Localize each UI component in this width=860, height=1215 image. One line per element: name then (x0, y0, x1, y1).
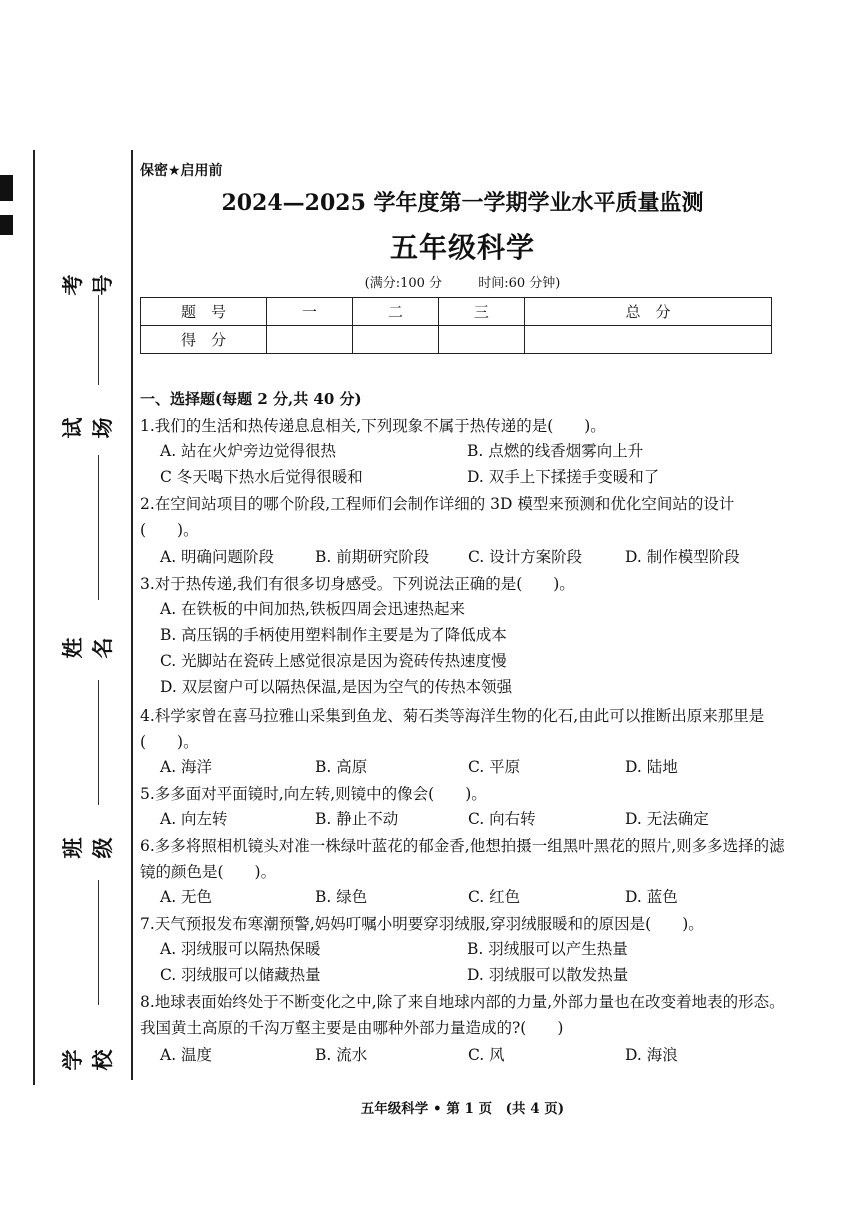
question-options (160, 963, 790, 989)
side-label-exam-room: 试场 (61, 417, 115, 439)
page-footer: 五年级科学 • 第 1 页 (共 4 页) (360, 1101, 565, 1117)
registration-mark (0, 215, 13, 235)
option: C. 向右转 (468, 810, 536, 828)
question-options (160, 439, 790, 465)
option: A. 站在火炉旁边觉得很热 (160, 442, 337, 460)
question-stem: 5.多多面对平面镜时,向左转,则镜中的像会( )。 (140, 785, 487, 803)
question-options (160, 885, 790, 911)
score-table-cell: 得 分 (141, 326, 267, 354)
exam-meta (140, 272, 785, 291)
question-options (160, 675, 790, 701)
option: D. 双层窗户可以隔热保温,是因为空气的传热本领强 (160, 678, 513, 696)
option: B. 静止不动 (315, 810, 399, 828)
side-field-line (98, 295, 99, 385)
section-title: 一、选择题(每题 2 分,共 40 分) (140, 390, 362, 408)
score-table-cell: 一 (267, 298, 353, 326)
option: C. 红色 (468, 888, 521, 906)
option: A. 羽绒服可以隔热保暖 (160, 940, 321, 958)
option: B. 高压锅的手柄使用塑料制作主要是为了降低成本 (160, 626, 507, 644)
option: B. 点燃的线香烟雾向上升 (467, 442, 644, 460)
question-options (160, 807, 790, 833)
option: C. 羽绒服可以储藏热量 (160, 966, 321, 984)
side-label-exam-number: 考号 (61, 274, 115, 296)
option: A. 温度 (160, 1046, 213, 1064)
option: C. 光脚站在瓷砖上感觉很凉是因为瓷砖传热速度慢 (160, 652, 507, 670)
option: D. 羽绒服可以散发热量 (467, 966, 629, 984)
question-options (160, 545, 790, 571)
option: A. 无色 (160, 888, 213, 906)
question-stem: 8.地球表面始终处于不断变化之中,除了来自地球内部的力量,外部力量也在改变着地表的形态。我国黄土高原的千沟万壑主要是由哪种外部力量造成的?( ) (140, 993, 785, 1037)
option: B. 流水 (315, 1046, 368, 1064)
question-options (160, 623, 790, 649)
question-stem: 1.我们的生活和热传递息息相关,下列现象不属于热传递的是( )。 (140, 417, 606, 435)
confidential-label: 保密★启用前 (140, 163, 223, 179)
binding-line (131, 150, 133, 1080)
question-options (160, 937, 790, 963)
exam-subject: 五年级科学 (389, 231, 535, 264)
score-input-cell[interactable] (524, 326, 771, 354)
full-score: (满分:100 分 (364, 276, 443, 291)
binding-line (33, 150, 35, 1085)
score-table (140, 297, 772, 354)
question-options (160, 649, 790, 675)
score-input-cell[interactable] (267, 326, 353, 354)
option: D. 陆地 (625, 758, 678, 776)
question-options (160, 597, 790, 623)
question-stem: 2.在空间站项目的哪个阶段,工程师们会制作详细的 3D 模型来预测和优化空间站的设计( )。 (140, 495, 735, 539)
side-label-class: 班级 (61, 837, 115, 859)
option: C 冬天喝下热水后觉得很暖和 (160, 468, 363, 486)
score-table-cell: 题 号 (141, 298, 267, 326)
score-table-cell: 总 分 (524, 298, 771, 326)
option: C. 平原 (468, 758, 521, 776)
side-label-school: 学校 (61, 1049, 115, 1071)
option: D. 海浪 (625, 1046, 678, 1064)
option: B. 前期研究阶段 (315, 548, 430, 566)
option: D. 无法确定 (625, 810, 709, 828)
option: B. 绿色 (315, 888, 368, 906)
option: C. 设计方案阶段 (468, 548, 583, 566)
question-options (160, 465, 790, 491)
side-field-line (98, 455, 99, 600)
question-stem: 6.多多将照相机镜头对准一株绿叶蓝花的郁金香,他想拍摄一组黑叶黑花的照片,则多多选择的滤镜的颜色是( )。 (140, 837, 785, 881)
score-table-header-row (141, 298, 772, 326)
exam-time: 时间:60 分钟) (478, 276, 561, 291)
option: D. 制作模型阶段 (625, 548, 740, 566)
question-stem: 4.科学家曾在喜马拉雅山采集到鱼龙、菊石类等海洋生物的化石,由此可以推断出原来那里是( )。 (140, 707, 765, 751)
score-input-cell[interactable] (352, 326, 438, 354)
question-options (160, 1043, 790, 1069)
option: A. 向左转 (160, 810, 228, 828)
question-stem: 3.对于热传递,我们有很多切身感受。下列说法正确的是( )。 (140, 575, 575, 593)
exam-title: 2024—2025 学年度第一学期学业水平质量监测 (221, 190, 704, 216)
score-table-cell: 二 (352, 298, 438, 326)
option: C. 风 (468, 1046, 505, 1064)
side-field-line (98, 880, 99, 1005)
side-label-name: 姓名 (61, 637, 115, 659)
option: A. 在铁板的中间加热,铁板四周会迅速热起来 (160, 600, 465, 618)
option: B. 高原 (315, 758, 368, 776)
score-table-cell: 三 (438, 298, 524, 326)
option: B. 羽绒服可以产生热量 (467, 940, 628, 958)
option: A. 海洋 (160, 758, 213, 776)
option: D. 双手上下揉搓手变暖和了 (467, 468, 660, 486)
option: D. 蓝色 (625, 888, 678, 906)
question-options (160, 755, 790, 781)
question-stem: 7.天气预报发布寒潮预警,妈妈叮嘱小明要穿羽绒服,穿羽绒服暖和的原因是( )。 (140, 915, 704, 933)
score-input-cell[interactable] (438, 326, 524, 354)
registration-mark (0, 175, 13, 201)
option: A. 明确问题阶段 (160, 548, 275, 566)
side-field-line (98, 680, 99, 805)
score-table-score-row (141, 326, 772, 354)
